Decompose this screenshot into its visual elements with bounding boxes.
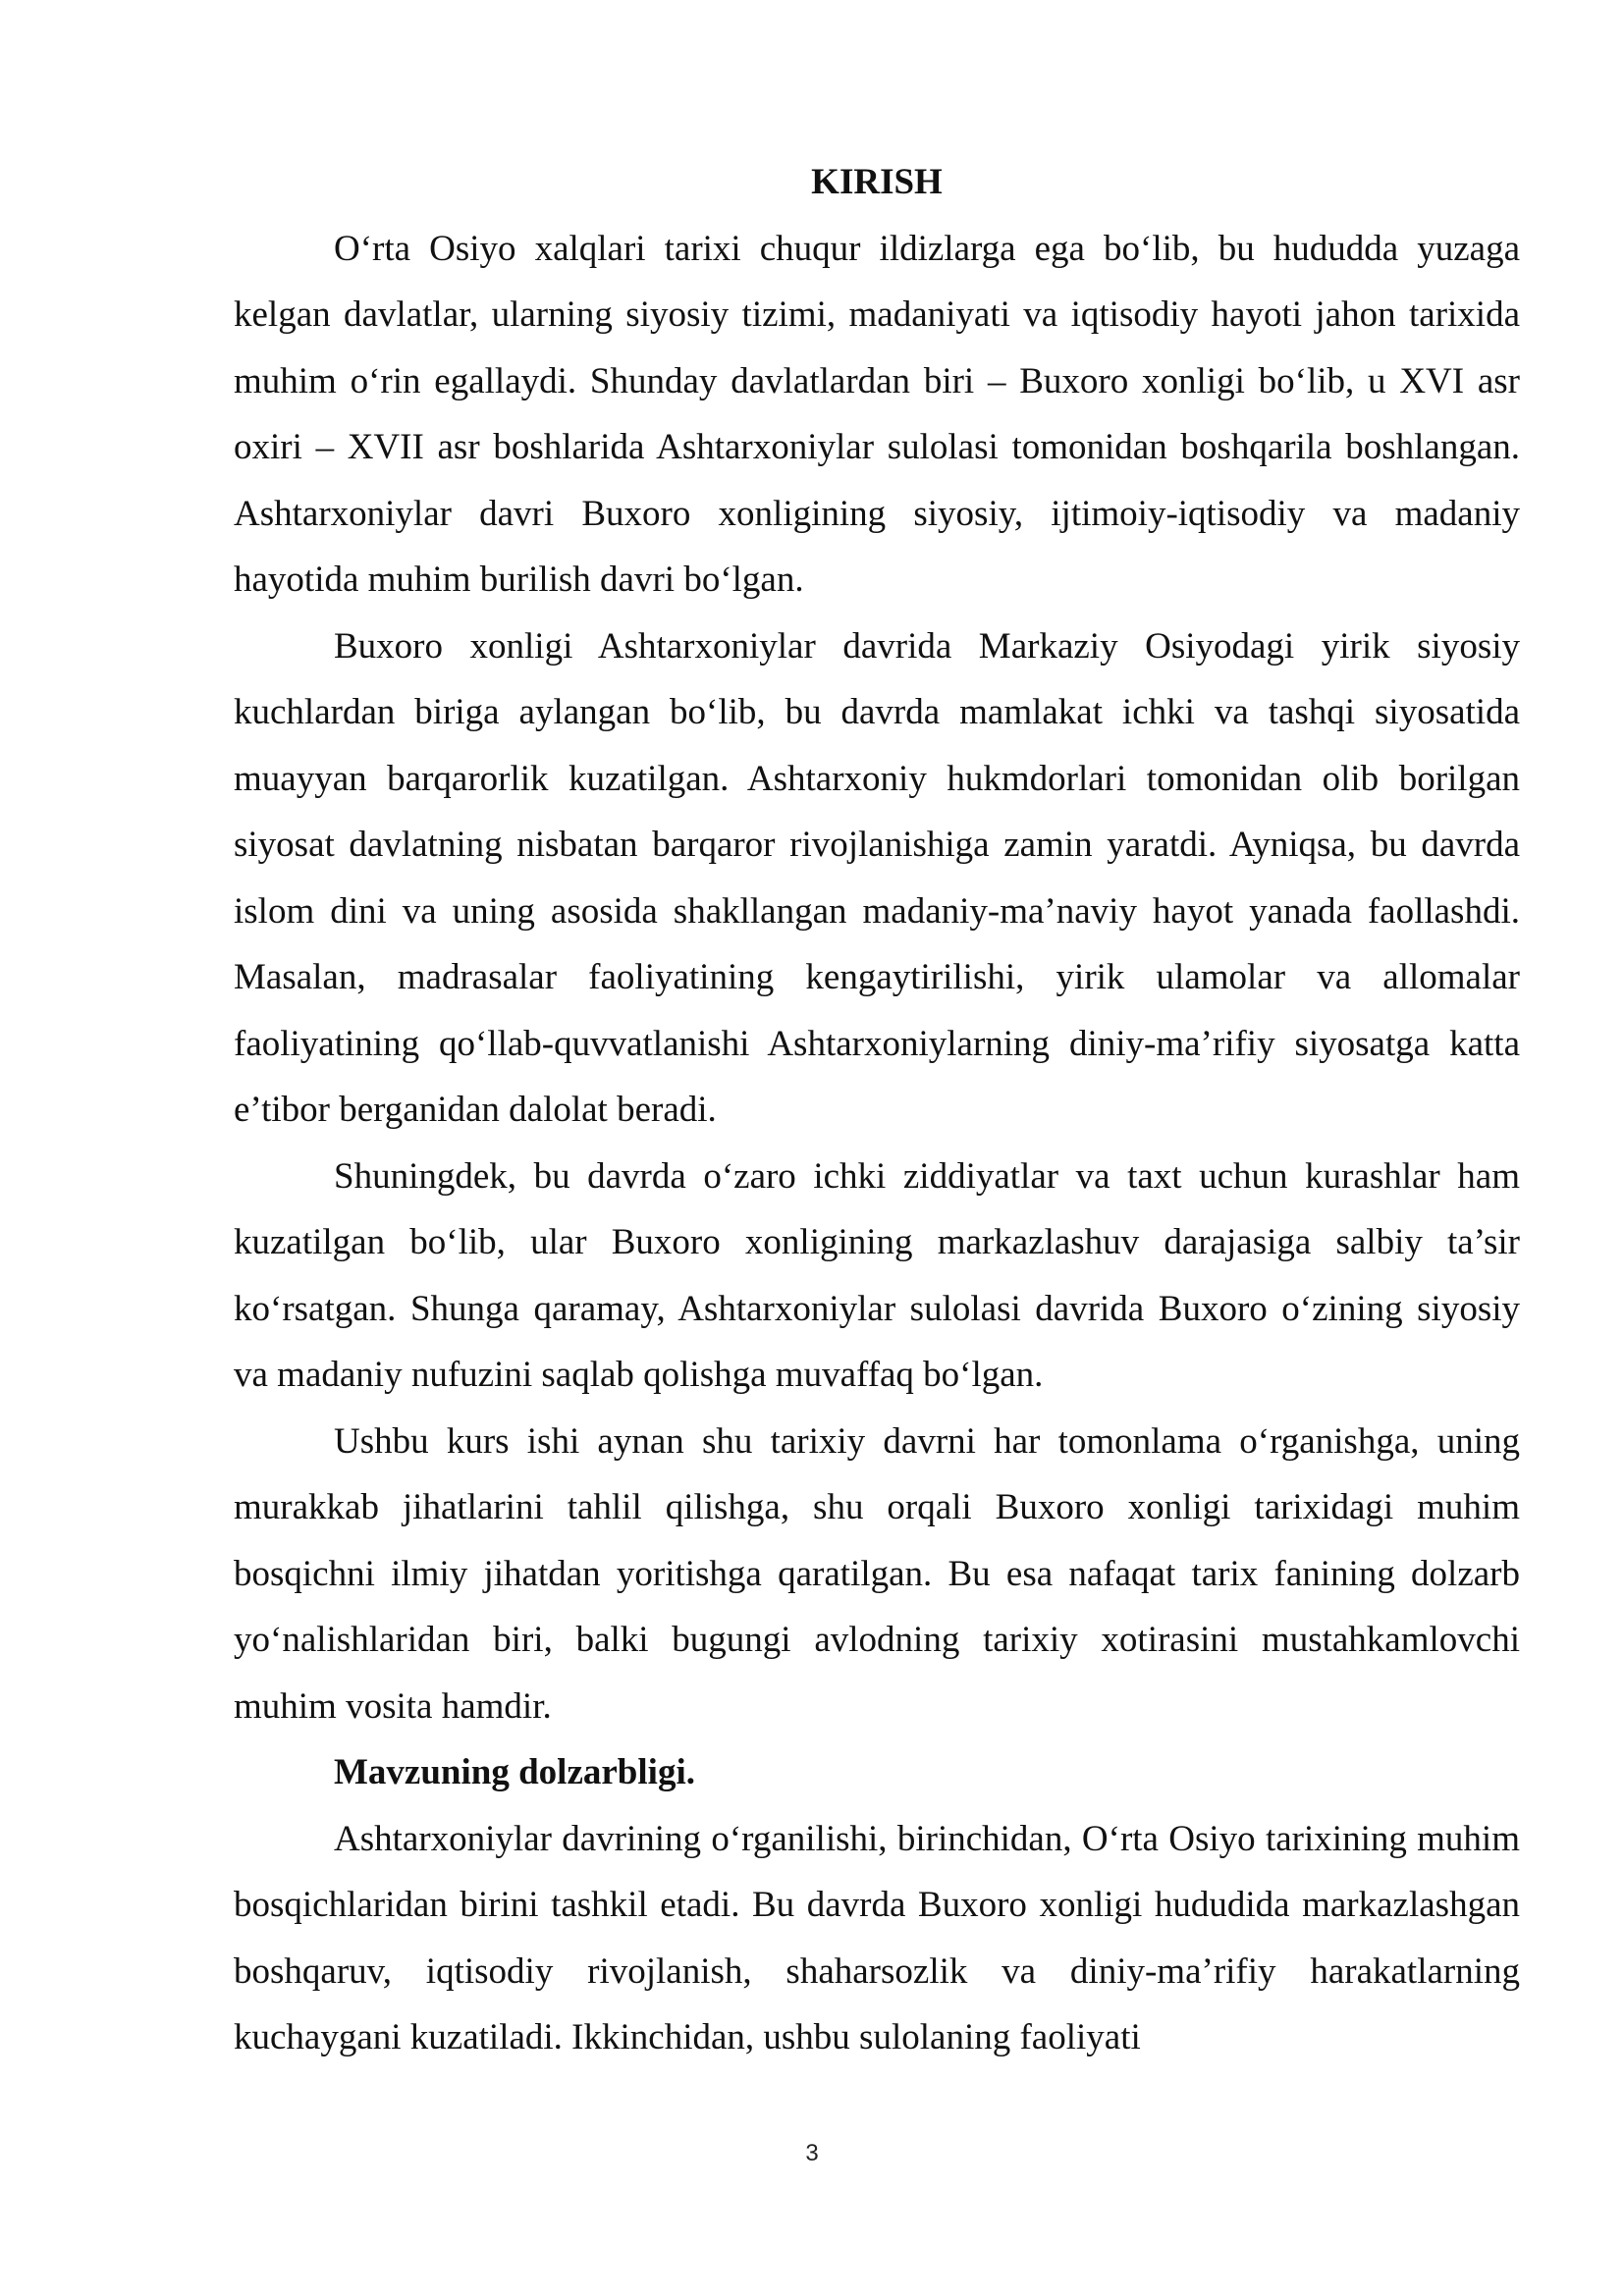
page-content <box>234 149 1520 2071</box>
paragraph-4: Ushbu kurs ishi aynan shu tarixiy davrni har tomonlama o‘rganishga, uning murakkab jihatlarini tahlil qilishga, shu orqali Buxoro xonligi tarixidagi muhim bosqichni ilmiy jihatdan yoritishga qaratilgan. Bu esa nafaqat tarix fanining dolzarb yo‘nalishlaridan biri, balki bugungi avlodning tarixiy xotirasini mustahkamlovchi muhim vosita hamdir. <box>234 1420 1520 1727</box>
paragraph-5: Ashtarxoniylar davrining o‘rganilishi, birinchidan, O‘rta Osiyo tarixining muhim bosqichlaridan birini tashkil etadi. Bu davrda Buxoro xonligi hududida markazlashgan boshqaruv, iqtisodiy rivojlanish, shaharsozlik va diniy-ma’rifiy harakatlarning kuchaygani kuzatiladi. Ikkinchidan, ushbu sulolaning faoliyati <box>234 1818 1520 2057</box>
paragraph-2: Buxoro xonligi Ashtarxoniylar davrida Markaziy Osiyodagi yirik siyosiy kuchlardan biriga aylangan bo‘lib, bu davrda mamlakat ichki va tashqi siyosatida muayyan barqarorlik kuzatilgan. Ashtarxoniy hukmdorlari tomonidan olib borilgan siyosat davlatning nisbatan barqaror rivojlanishiga zamin yaratdi. Ayniqsa, bu davrda islom dini va uning asosida shakllangan madaniy-ma’naviy hayot yanada faollashdi. Masalan, madrasalar faoliyatining kengaytirilishi, yirik ulamolar va allomalar faoliyatining qo‘llab-quvvatlanishi Ashtarxoniylarning diniy-ma’rifiy siyosatga katta e’tibor berganidan dalolat beradi. <box>234 625 1520 1130</box>
page-number: 3 <box>805 2140 819 2166</box>
section-heading: KIRISH <box>811 162 943 202</box>
paragraph-1: O‘rta Osiyo xalqlari tarixi chuqur ildizlarga ega bo‘lib, bu hududda yuzaga kelgan davlatlar, ularning siyosiy tizimi, madaniyati va iqtisodiy hayoti jahon tarixida muhim o‘rin egallaydi. Shunday davlatlardan biri – Buxoro xonligi bo‘lib, u XVI asr oxiri – XVII asr boshlarida Ashtarxoniylar sulolasi tomonidan boshqarila boshlangan. Ashtarxoniylar davri Buxoro xonligining siyosiy, ijtimoiy-iqtisodiy va madaniy hayotida muhim burilish davri bo‘lgan. <box>234 228 1520 600</box>
subheading-relevance: Mavzuning dolzarbligi. <box>334 1752 695 1792</box>
paragraph-3: Shuningdek, bu davrda o‘zaro ichki ziddiyatlar va taxt uchun kurashlar ham kuzatilgan bo‘lib, ular Buxoro xonligining markazlashuv darajasiga salbiy ta’sir ko‘rsatgan. Shunga qaramay, Ashtarxoniylar sulolasi davrida Buxoro o‘zining siyosiy va madaniy nufuzini saqlab qolishga muvaffaq bo‘lgan. <box>234 1155 1520 1395</box>
